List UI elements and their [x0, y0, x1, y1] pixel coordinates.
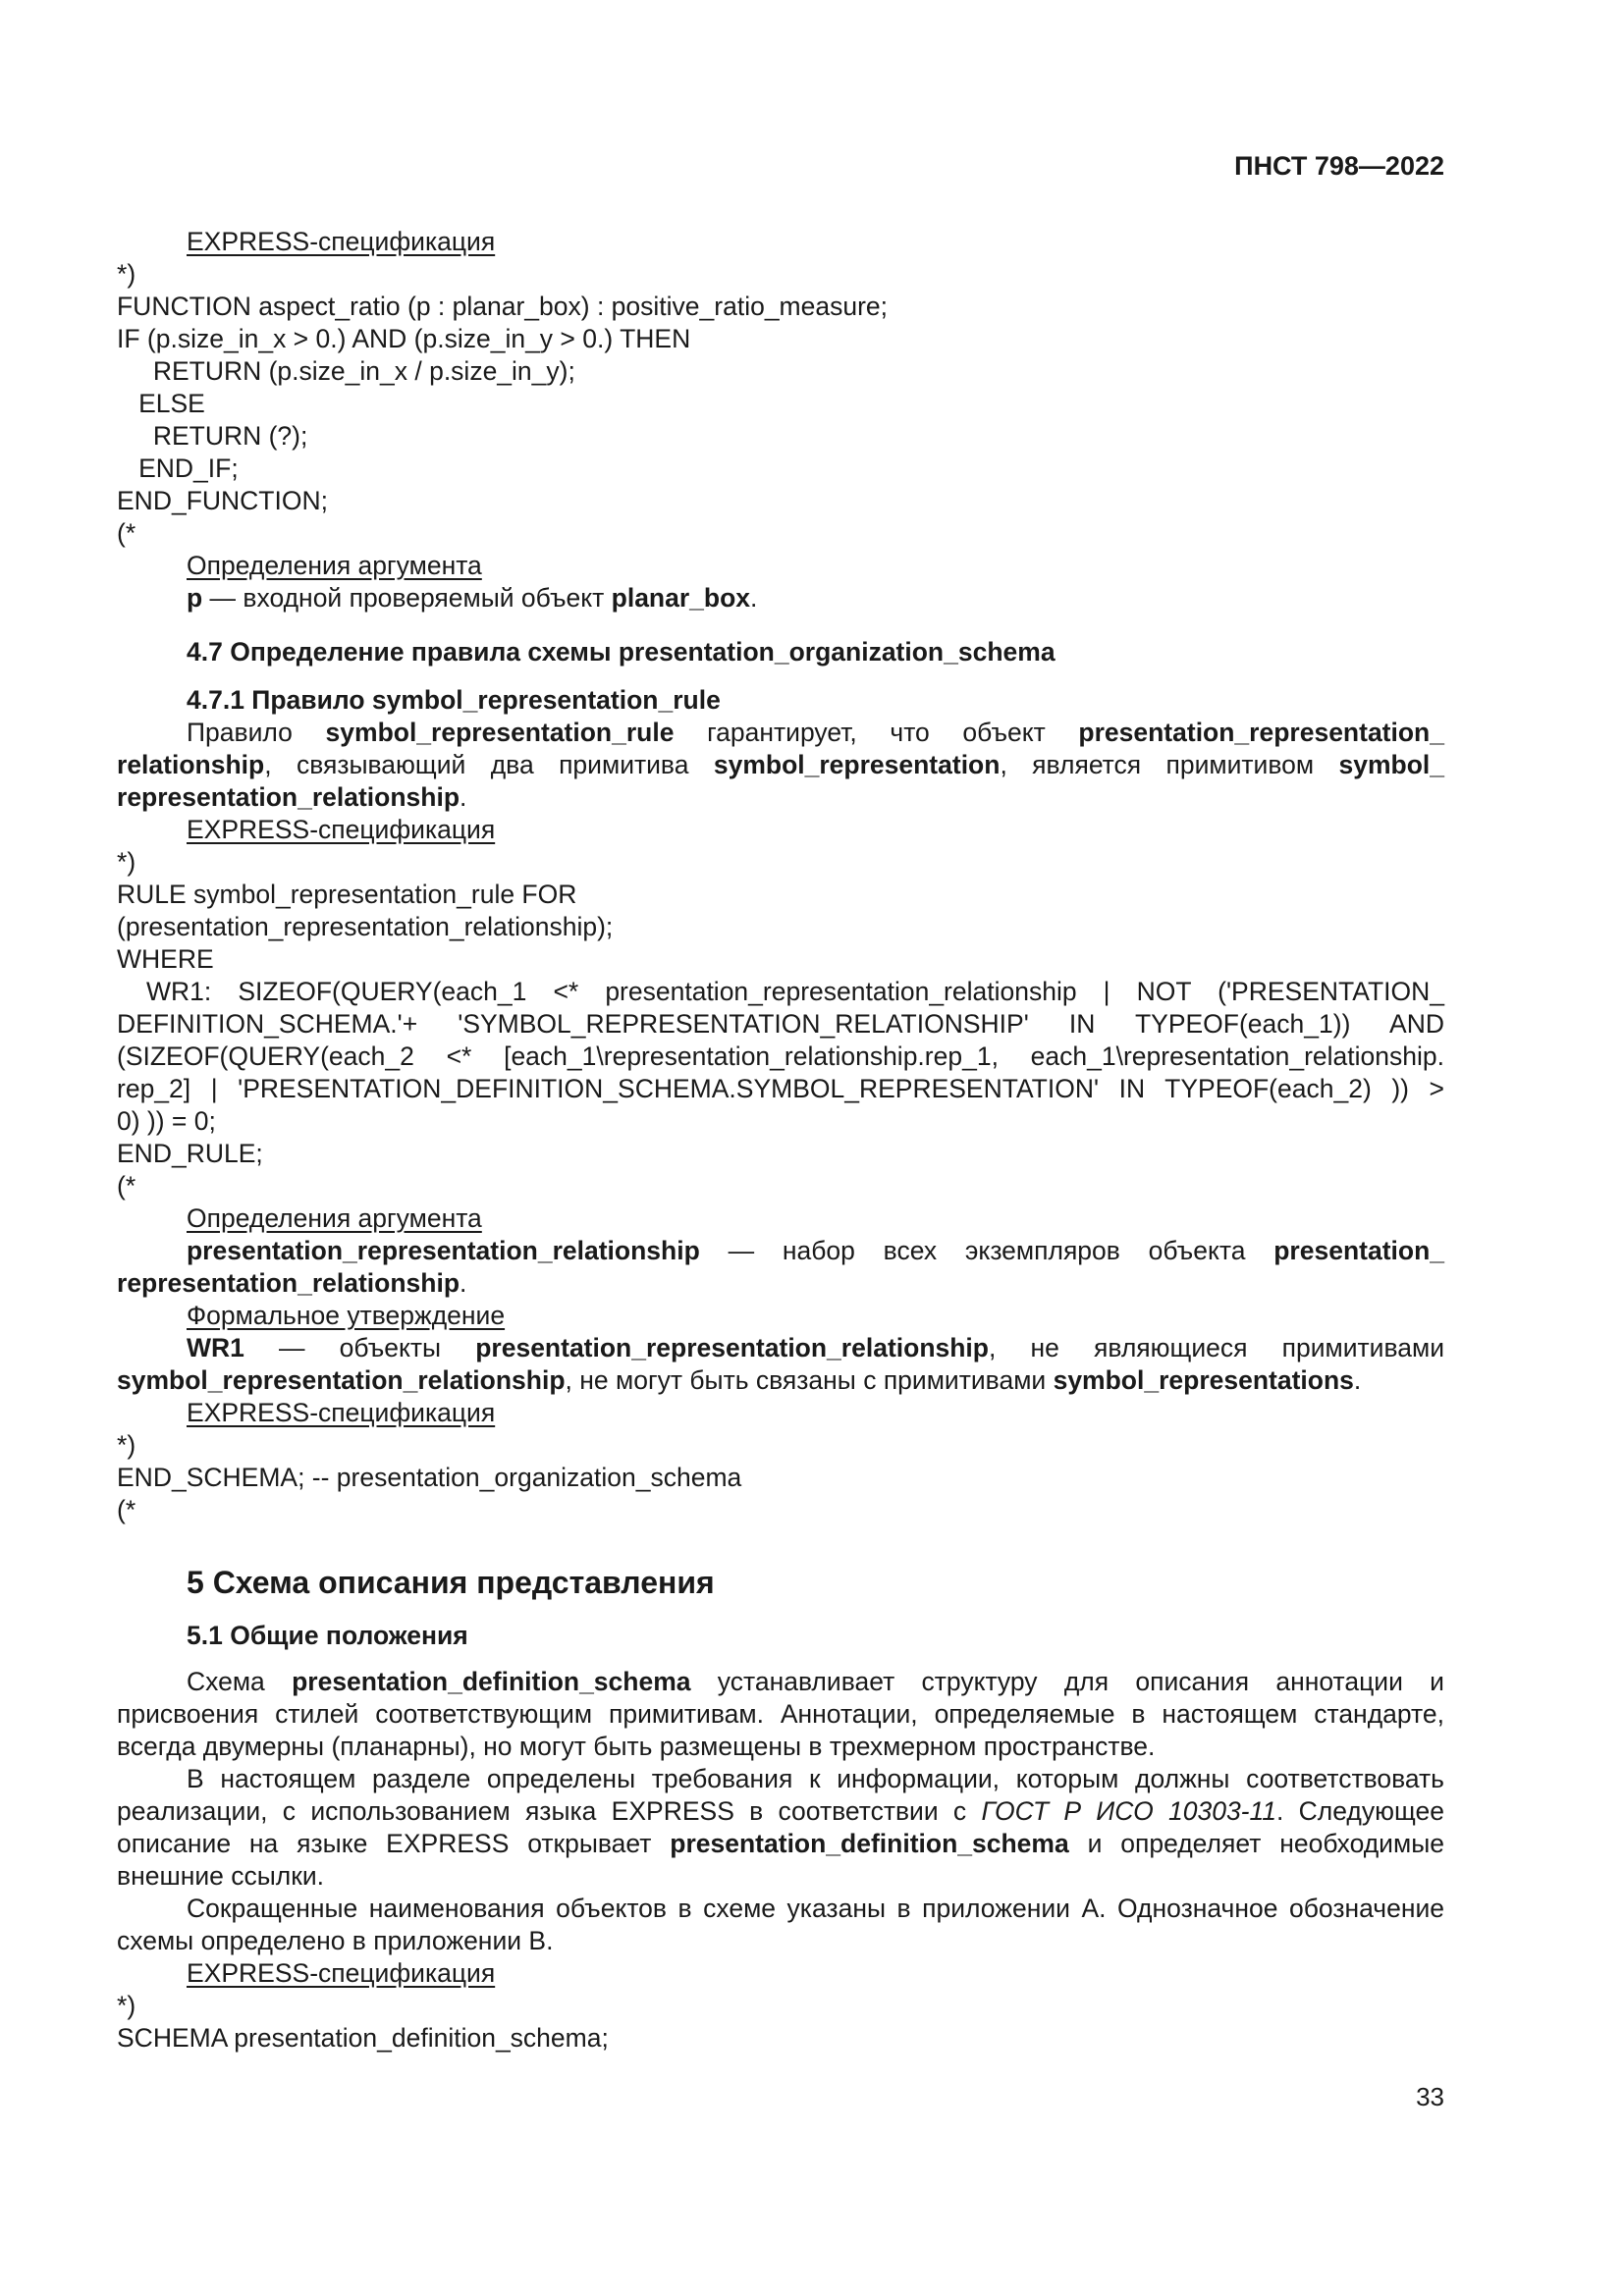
- section-4-7-1-title: 4.7.1 Правило symbol_representation_rule: [187, 685, 721, 715]
- express-spec-label: EXPRESS-спецификация: [187, 1398, 496, 1427]
- paragraph: В настоящем разделе определены требования к информации, которым должны соответствовать реализации, с использованием языка EXPRESS в соответствии с ГОСТ Р ИСО 10303-11. Следующее описание на языке EXPRESS открывает presentation_definition_schema и определяет необходимые внешние ссылки.: [117, 1764, 1444, 1891]
- express-spec-label: EXPRESS-спецификация: [187, 1958, 496, 1988]
- code-line: END_FUNCTION;: [117, 486, 328, 515]
- code-line: RETURN (?);: [117, 421, 308, 451]
- express-spec-label: EXPRESS-спецификация: [187, 227, 496, 256]
- code-line: RETURN (p.size_in_x / p.size_in_y);: [117, 356, 575, 386]
- comment-open: *): [117, 1991, 136, 2020]
- comment-open: *): [117, 259, 136, 289]
- document-id-header: ПНСТ 798—2022: [1234, 151, 1444, 181]
- argument-definitions-label: Определения аргумента: [187, 551, 482, 580]
- formal-statement-label: Формальное утверждение: [187, 1301, 506, 1330]
- argument-definition: p — входной проверяемый объект planar_box.: [187, 583, 758, 613]
- code-line: rep_2] | 'PRESENTATION_DEFINITION_SCHEMA.SYMBOL_REPRESENTATION' IN TYPEOF(each_2) )) >: [117, 1074, 1444, 1103]
- section-5-title: 5 Схема описания представления: [187, 1565, 715, 1600]
- comment-open: *): [117, 847, 136, 877]
- formal-statement: WR1 — объекты presentation_representation_relationship, не являющиеся примитивами symbol_representation_relationship, не могут быть связаны с примитивами symbol_representations.: [117, 1333, 1444, 1395]
- code-line: FUNCTION aspect_ratio (p : planar_box) : positive_ratio_measure;: [117, 292, 889, 321]
- paragraph: Схема presentation_definition_schema устанавливает структуру для описания аннотации и присвоения стилей соответствующим примитивам. Аннотации, определяемые в настоящем стандарте, всегда двумерны (планарны), но могут быть размещены в трехмерном пространстве.: [117, 1667, 1444, 1761]
- page-number: 33: [1416, 2082, 1444, 2111]
- code-line: ELSE: [117, 389, 205, 418]
- code-line: DEFINITION_SCHEMA.'+ 'SYMBOL_REPRESENTATION_RELATIONSHIP' IN TYPEOF(each_1)) AND: [117, 1009, 1444, 1039]
- code-line: WR1: SIZEOF(QUERY(each_1 <* presentation_representation_relationship | NOT ('PRESENTATION_: [146, 977, 1444, 1006]
- code-line: (SIZEOF(QUERY(each_2 <* [each_1\representation_relationship.rep_1, each_1\representation_relationship.: [117, 1041, 1444, 1071]
- code-line: WHERE: [117, 944, 214, 974]
- comment-close: (*: [117, 1495, 136, 1524]
- express-spec-label: EXPRESS-спецификация: [187, 815, 496, 844]
- comment-close: (*: [117, 518, 136, 548]
- comment-close: (*: [117, 1171, 136, 1201]
- argument-definitions-label: Определения аргумента: [187, 1203, 482, 1233]
- section-4-7-title: 4.7 Определение правила схемы presentation_organization_schema: [187, 637, 1056, 667]
- code-line: IF (p.size_in_x > 0.) AND (p.size_in_y > 0.) THEN: [117, 324, 691, 353]
- code-line: SCHEMA presentation_definition_schema;: [117, 2023, 609, 2053]
- code-line: 0) )) = 0;: [117, 1106, 216, 1136]
- rule-paragraph: Правило symbol_representation_rule гарантирует, что объект presentation_representation_ relationship, связывающий два примитива symbol_representation, является примитивом symbol_ representation_relationship.: [117, 718, 1444, 812]
- code-line: END_SCHEMA; -- presentation_organization_schema: [117, 1463, 742, 1492]
- code-line: END_IF;: [117, 454, 239, 483]
- code-line: (presentation_representation_relationship);: [117, 912, 614, 941]
- paragraph: Сокращенные наименования объектов в схеме указаны в приложении А. Однозначное обозначение схемы определено в приложении В.: [117, 1894, 1444, 1955]
- section-5-1-title: 5.1 Общие положения: [187, 1621, 468, 1650]
- code-line: END_RULE;: [117, 1139, 263, 1168]
- main-content: [117, 226, 1444, 2055]
- code-line: RULE symbol_representation_rule FOR: [117, 880, 577, 909]
- comment-open: *): [117, 1430, 136, 1460]
- argument-definition: presentation_representation_relationship — набор всех экземпляров объекта presentation_ representation_relationship.: [117, 1236, 1444, 1298]
